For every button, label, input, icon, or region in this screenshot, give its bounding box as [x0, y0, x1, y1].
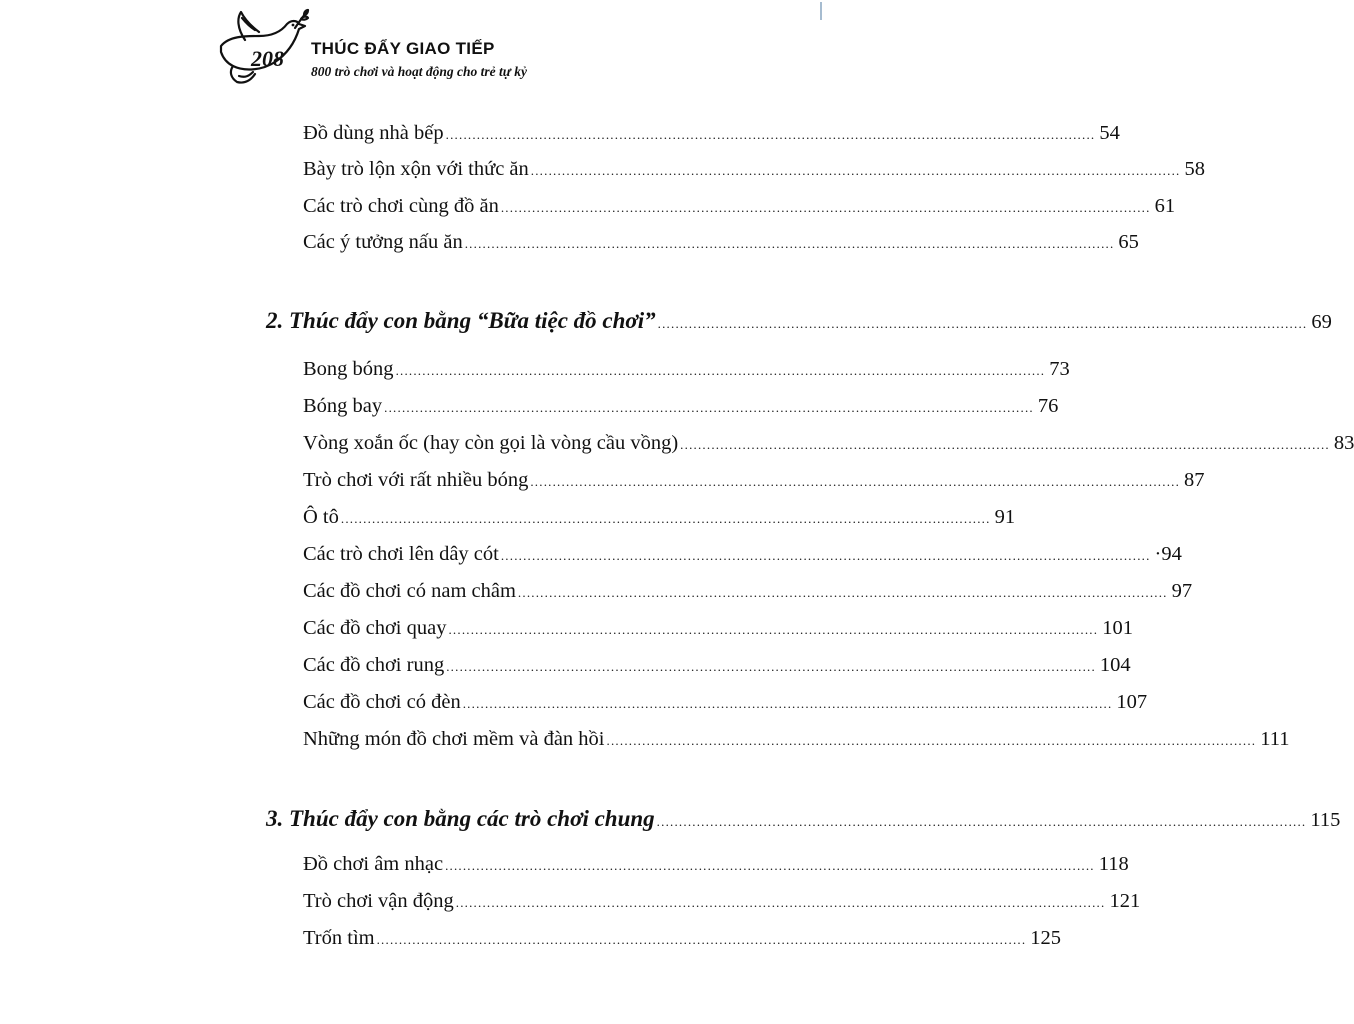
toc-dot-leader: ..................................................................................................................................................: [384, 400, 1034, 415]
toc-page-number: 76: [1037, 395, 1059, 417]
toc-page-number: 83: [1333, 432, 1354, 454]
toc-page-number: 58: [1184, 158, 1205, 180]
toc-dot-leader: ..................................................................................................................................................: [606, 733, 1257, 748]
toc-page-number: 87: [1184, 469, 1205, 491]
toc-item-row: [303, 469, 1205, 492]
toc-item-title: Trò chơi vận động: [303, 890, 454, 912]
toc-page-number: 118: [1098, 853, 1129, 875]
scan-edge-mark: [820, 2, 822, 20]
toc-chapter-title: 2. Thúc đẩy con bằng “Bữa tiệc đồ chơi”: [266, 308, 656, 333]
toc-page-number: 107: [1116, 691, 1148, 713]
toc-chapter-row: [266, 308, 1332, 334]
toc-item-row: [303, 617, 1133, 640]
toc-item-title: Các đồ chơi có nam châm: [303, 580, 516, 602]
toc-page-number: 91: [994, 506, 1016, 528]
toc-item-title: Đồ chơi âm nhạc: [303, 853, 444, 875]
page-number-badge: 208: [251, 46, 284, 71]
toc-dot-leader: ..................................................................................................................................................: [376, 932, 1027, 947]
toc-item-row: [303, 122, 1120, 145]
toc-dot-leader: ..................................................................................................................................................: [395, 363, 1046, 378]
toc-item-row: [303, 691, 1148, 714]
toc-dot-leader: ..................................................................................................................................................: [455, 895, 1106, 910]
toc-dot-leader: ..................................................................................................................................................: [680, 437, 1330, 452]
toc-page-number: 115: [1310, 809, 1341, 831]
toc-item-title: Các đồ chơi có đèn: [303, 691, 461, 713]
toc-item-row: [303, 506, 1016, 529]
toc-item-title: Đồ dùng nhà bếp: [303, 122, 444, 144]
toc-item-row: [303, 158, 1205, 181]
toc-item-row: [303, 395, 1059, 418]
toc-chapter-row: [266, 806, 1341, 832]
toc-item-row: [303, 728, 1290, 751]
toc-item-title: Những món đồ chơi mềm và đàn hồi: [303, 728, 605, 750]
toc-item-row: [303, 890, 1141, 913]
toc-item-title: Các trò chơi cùng đồ ăn: [303, 195, 499, 217]
toc-dot-leader: ..................................................................................................................................................: [656, 814, 1307, 829]
toc-dot-leader: ..................................................................................................................................................: [500, 200, 1151, 215]
toc-dot-leader: ..................................................................................................................................................: [445, 127, 1096, 142]
toc-dot-leader: ..................................................................................................................................................: [464, 236, 1115, 251]
toc-page-number: 97: [1171, 580, 1193, 602]
toc-item-title: Ô tô: [303, 506, 339, 528]
book-title: THÚC ĐẨY GIAO TIẾP: [311, 39, 495, 58]
toc-item-title: Bóng bay: [303, 395, 383, 417]
toc-dot-leader: ..................................................................................................................................................: [446, 659, 1096, 674]
toc-item-row: [303, 195, 1176, 218]
toc-item-row: [303, 853, 1129, 876]
toc-page-number: 65: [1118, 231, 1139, 253]
toc-item-row: [303, 231, 1139, 254]
toc-item-title: Các đồ chơi rung: [303, 654, 445, 676]
book-subtitle: 800 trò chơi và hoạt động cho trẻ tự kỷ: [311, 64, 527, 79]
toc-dot-leader: ..................................................................................................................................................: [445, 858, 1095, 873]
toc-item-row: [303, 580, 1193, 603]
toc-item-title: Các trò chơi lên dây cót: [303, 543, 499, 565]
toc-page-number: 111: [1260, 728, 1290, 750]
toc-item-row: [303, 432, 1354, 455]
toc-item-title: Trốn tìm: [303, 927, 375, 949]
toc-item-row: [303, 654, 1131, 677]
toc-page-number: 54: [1099, 122, 1120, 144]
toc-dot-leader: ..................................................................................................................................................: [500, 548, 1151, 563]
toc-page-number: 61: [1154, 195, 1176, 217]
toc-dot-leader: ..................................................................................................................................................: [340, 511, 991, 526]
page-header: [215, 6, 555, 90]
toc-dot-leader: ..................................................................................................................................................: [462, 696, 1113, 711]
toc-item-title: Vòng xoắn ốc (hay còn gọi là vòng cầu vồng): [303, 432, 679, 454]
toc-item-row: [303, 358, 1070, 381]
toc-dot-leader: ..................................................................................................................................................: [530, 163, 1181, 178]
toc-page-number: 73: [1049, 358, 1070, 380]
toc-item-title: Trò chơi với rất nhiều bóng: [303, 469, 529, 491]
toc-dot-leader: ..................................................................................................................................................: [530, 474, 1181, 489]
toc-item-title: Các đồ chơi quay: [303, 617, 447, 639]
toc-dot-leader: ..................................................................................................................................................: [657, 316, 1308, 331]
toc-page-number: ·94: [1154, 543, 1182, 565]
toc-page-number: 101: [1102, 617, 1133, 639]
toc-page-number: 125: [1030, 927, 1062, 949]
toc-page-number: 104: [1099, 654, 1131, 676]
toc-item-title: Các ý tưởng nấu ăn: [303, 231, 463, 253]
toc-item-row: [303, 927, 1062, 950]
toc-item-title: Bày trò lộn xộn với thức ăn: [303, 158, 529, 180]
toc-dot-leader: ..................................................................................................................................................: [517, 585, 1168, 600]
toc-chapter-title: 3. Thúc đẩy con bằng các trò chơi chung: [266, 806, 655, 831]
toc-page-number: 121: [1109, 890, 1141, 912]
toc-dot-leader: ..................................................................................................................................................: [448, 622, 1099, 637]
toc-page-number: 69: [1311, 311, 1332, 333]
toc-item-row: [303, 543, 1182, 566]
toc-item-title: Bong bóng: [303, 358, 394, 380]
